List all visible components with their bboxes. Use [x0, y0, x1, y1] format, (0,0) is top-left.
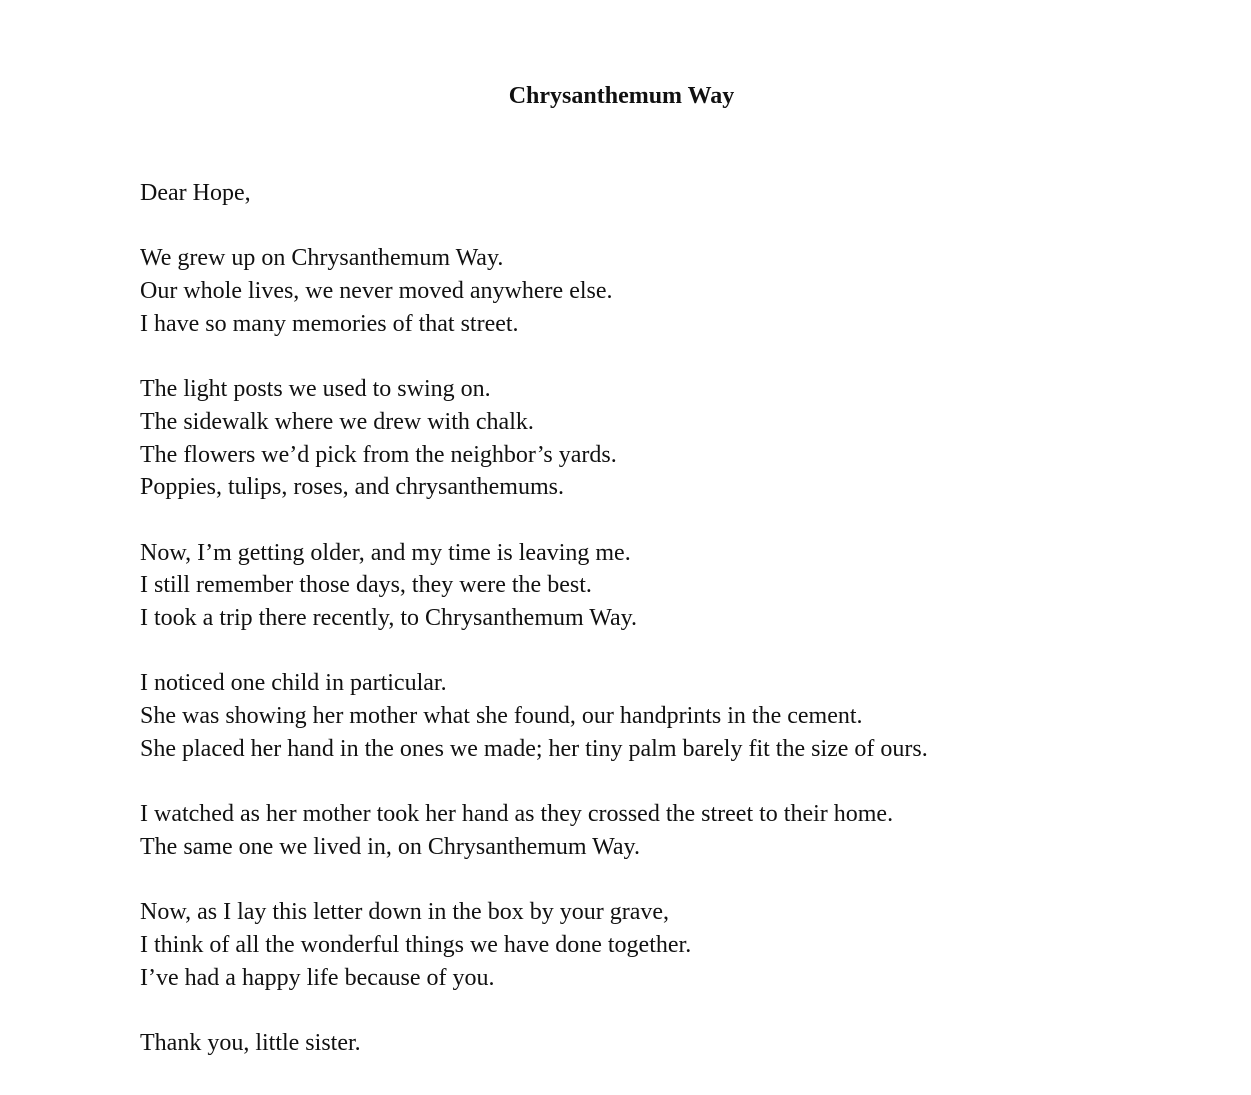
stanza-1: [140, 242, 1200, 340]
stanza-break: [140, 504, 1200, 537]
stanza-2: [140, 373, 1200, 504]
poem-line: The same one we lived in, on Chrysanthemum Way.: [140, 833, 640, 860]
poem-line: She was showing her mother what she found, our handprints in the cement.: [140, 703, 863, 730]
poem-line: I still remember those days, they were the best.: [140, 572, 592, 599]
document-title: Chrysanthemum Way: [508, 83, 735, 109]
poem-line: I have so many memories of that street.: [140, 310, 519, 337]
stanza-6: [140, 896, 1200, 994]
poem-line: Poppies, tulips, roses, and chrysanthemums.: [140, 474, 564, 501]
poem-line: I noticed one child in particular.: [140, 670, 447, 697]
stanza-break: [140, 864, 1200, 897]
stanza-break: [140, 210, 1200, 243]
stanza-4: [140, 667, 1200, 765]
stanza-break: [140, 341, 1200, 374]
poem-line: I watched as her mother took her hand as they crossed the street to their home.: [140, 801, 894, 828]
stanza-3: [140, 537, 1200, 635]
closing: Thank you, little sister.: [140, 1030, 361, 1057]
poem-line: I think of all the wonderful things we have done together.: [140, 932, 692, 959]
poem-line: The sidewalk where we drew with chalk.: [140, 408, 534, 435]
letter-body: [140, 177, 1200, 1060]
stanza-break: [140, 635, 1200, 668]
poem-line: Now, I’m getting older, and my time is leaving me.: [140, 539, 631, 566]
poem-line: Now, as I lay this letter down in the box by your grave,: [140, 899, 669, 926]
poem-line: The light posts we used to swing on.: [140, 376, 491, 403]
salutation: Dear Hope,: [140, 180, 251, 206]
poem-line: Our whole lives, we never moved anywhere else.: [140, 278, 613, 305]
stanza-break: [140, 994, 1200, 1027]
poem-line: I took a trip there recently, to Chrysanthemum Way.: [140, 605, 638, 632]
stanza-5: [140, 798, 1200, 863]
stanza-break: [140, 766, 1200, 799]
poem-line: The flowers we’d pick from the neighbor’s yards.: [140, 441, 617, 468]
poem-line: I’ve had a happy life because of you.: [140, 964, 495, 991]
poem-line: We grew up on Chrysanthemum Way.: [140, 245, 504, 272]
poem-line: She placed her hand in the ones we made; her tiny palm barely fit the size of ours.: [140, 735, 928, 762]
